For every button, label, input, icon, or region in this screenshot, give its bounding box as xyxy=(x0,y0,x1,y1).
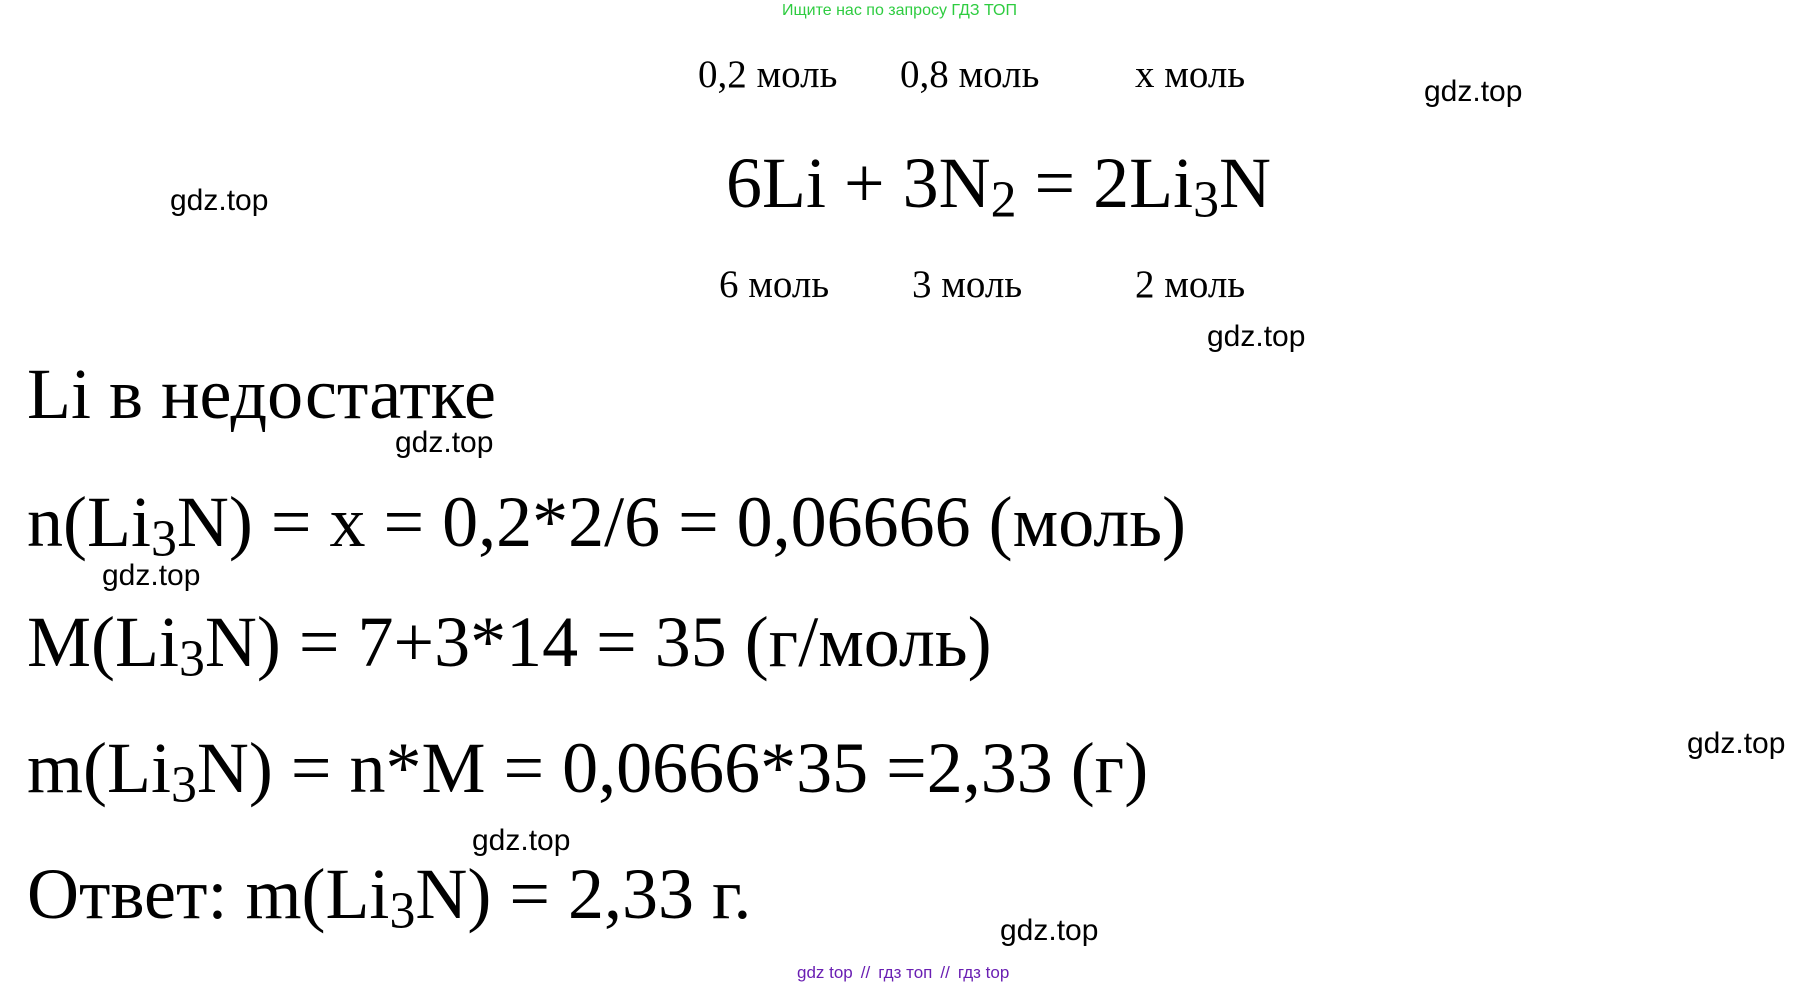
molar-mass-line xyxy=(27,602,992,688)
mol-above-li: 0,2 моль xyxy=(698,53,838,96)
equation-subscript-n2: 2 xyxy=(990,171,1017,229)
mass-line-end: N) = n*M = 0,0666*35 =2,33 (г) xyxy=(196,728,1149,808)
footer-separator: // xyxy=(940,963,950,982)
answer-line xyxy=(27,854,752,940)
equation-part-3: N xyxy=(1219,143,1272,223)
deficit-statement: Li в недостатке xyxy=(27,354,496,434)
watermark-text: gdz.top xyxy=(1687,727,1786,760)
answer-end: N) = 2,33 г. xyxy=(415,854,752,934)
mol-below-li3n: 2 моль xyxy=(1135,263,1246,306)
moles-line-start: n(Li xyxy=(27,482,151,562)
footer-links xyxy=(797,964,1009,981)
moles-li3n-line xyxy=(27,482,1187,568)
equation-subscript-li3: 3 xyxy=(1193,171,1220,229)
top-banner-text: Ищите нас по запросу ГДЗ ТОП xyxy=(782,2,1017,19)
equation-part-1: 6Li + 3N xyxy=(726,143,991,223)
watermark-text: gdz.top xyxy=(1207,320,1306,353)
footer-link-gdz-top-mixed[interactable]: гдз top xyxy=(957,963,1010,982)
equation-part-2: = 2Li xyxy=(1016,143,1194,223)
moles-line-subscript: 3 xyxy=(150,510,177,568)
mol-below-li: 6 моль xyxy=(719,263,830,306)
watermark-text: gdz.top xyxy=(1424,75,1523,108)
moles-line-end: N) = x = 0,2*2/6 = 0,06666 (моль) xyxy=(176,482,1187,562)
footer-link-gdz-top-ru[interactable]: гдз топ xyxy=(878,963,933,982)
watermark-text: gdz.top xyxy=(170,184,269,217)
watermark-text: gdz.top xyxy=(1000,914,1099,947)
mass-line-start: m(Li xyxy=(27,728,171,808)
mass-line-subscript: 3 xyxy=(170,756,197,814)
mass-li3n-line xyxy=(27,728,1149,814)
footer-separator: // xyxy=(860,963,871,982)
answer-start: Ответ: m(Li xyxy=(27,854,390,934)
reaction-equation xyxy=(726,143,1272,229)
answer-subscript: 3 xyxy=(389,882,416,940)
molar-mass-end: N) = 7+3*14 = 35 (г/моль) xyxy=(204,602,992,682)
molar-mass-start: M(Li xyxy=(27,602,179,682)
mol-above-n2: 0,8 моль xyxy=(900,53,1040,96)
watermark-text: gdz.top xyxy=(102,559,201,592)
mol-below-n2: 3 моль xyxy=(912,263,1023,306)
molar-mass-subscript: 3 xyxy=(178,630,205,688)
mol-above-li3n: x моль xyxy=(1135,53,1246,96)
footer-link-gdz-top[interactable]: gdz top xyxy=(797,963,853,982)
watermark-text: gdz.top xyxy=(472,824,571,857)
watermark-text: gdz.top xyxy=(395,426,494,459)
